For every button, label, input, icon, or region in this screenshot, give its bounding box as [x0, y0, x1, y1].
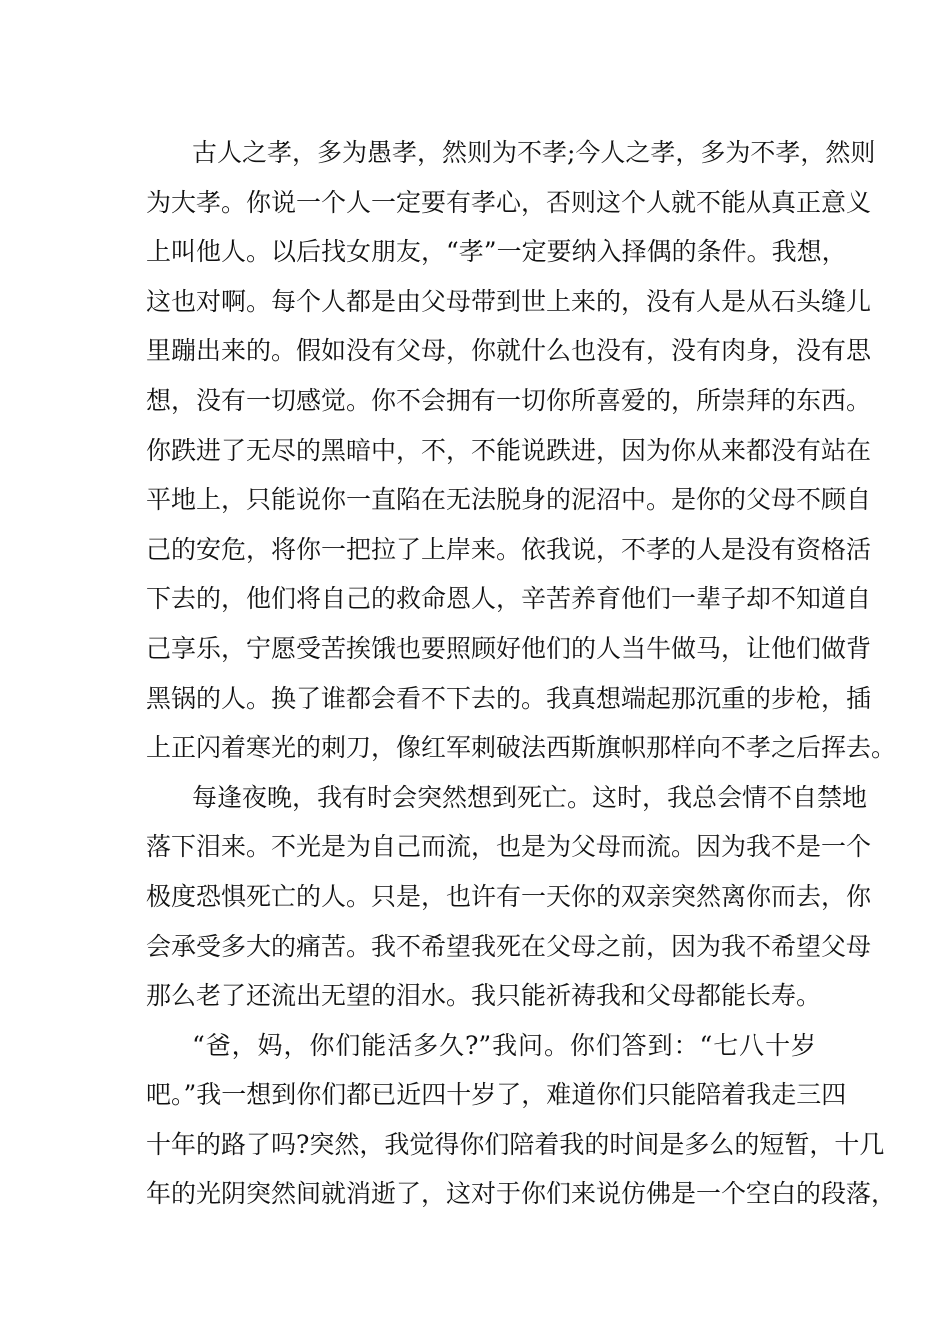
text-line: 为大孝。你说一个人一定要有孝心，否则这个人就不能从真正意义	[146, 187, 872, 217]
text-line: 己的安危，将你一把拉了上岸来。依我说，不孝的人是没有资格活	[146, 534, 872, 564]
document-body	[146, 128, 897, 1219]
text-line: 每逢夜晚，我有时会突然想到死亡。这时，我总会情不自禁地	[192, 782, 868, 812]
text-line: 己享乐，宁愿受苦挨饿也要照顾好他们的人当牛做马，让他们做背	[146, 633, 872, 663]
text-line: 极度恐惧死亡的人。只是，也许有一天你的双亲突然离你而去，你	[146, 881, 872, 911]
text-line: 年的光阴突然间就消逝了，这对于你们来说仿佛是一个空白的段落，	[146, 1179, 897, 1209]
text-line: 黑锅的人。换了谁都会看不下去的。我真想端起那沉重的步枪，插	[146, 683, 872, 713]
text-line: 落下泪来。不光是为自己而流，也是为父母而流。因为我不是一个	[146, 832, 872, 862]
text-line: 十年的路了吗?突然，我觉得你们陪着我的时间是多么的短暂，十几	[146, 1129, 885, 1159]
text-line: 上叫他人。以后找女朋友，“孝”一定要纳入择偶的条件。我想，	[146, 237, 847, 267]
text-line: 想，没有一切感觉。你不会拥有一切你所喜爱的，所崇拜的东西。	[146, 385, 872, 415]
text-line: 平地上，只能说你一直陷在无法脱身的泥沼中。是你的父母不顾自	[146, 485, 872, 515]
text-line: 上正闪着寒光的刺刀，像红军刺破法西斯旗帜那样向不孝之后挥去。	[146, 733, 897, 763]
text-line: 古人之孝，多为愚孝，然则为不孝;今人之孝，多为不孝，然则	[192, 138, 876, 167]
text-line: 你跌进了无尽的黑暗中，不，不能说跌进，因为你从来都没有站在	[146, 435, 872, 465]
text-line: 里蹦出来的。假如没有父母，你就什么也没有，没有肉身，没有思	[146, 336, 872, 366]
text-line: 会承受多大的痛苦。我不希望我死在父母之前，因为我不希望父母	[146, 931, 872, 961]
text-line: 吧。”我一想到你们都已近四十岁了，难道你们只能陪着我走三四	[146, 1080, 847, 1110]
text-line: 这也对啊。每个人都是由父母带到世上来的，没有人是从石头缝儿	[146, 286, 872, 316]
text-line: 下去的，他们将自己的救命恩人，辛苦养育他们一辈子却不知道自	[146, 584, 872, 614]
text-line: “爸，妈，你们能活多久?”我问。你们答到：“七八十岁	[192, 1030, 816, 1060]
text-line: 那么老了还流出无望的泪水。我只能祈祷我和父母都能长寿。	[146, 981, 822, 1011]
